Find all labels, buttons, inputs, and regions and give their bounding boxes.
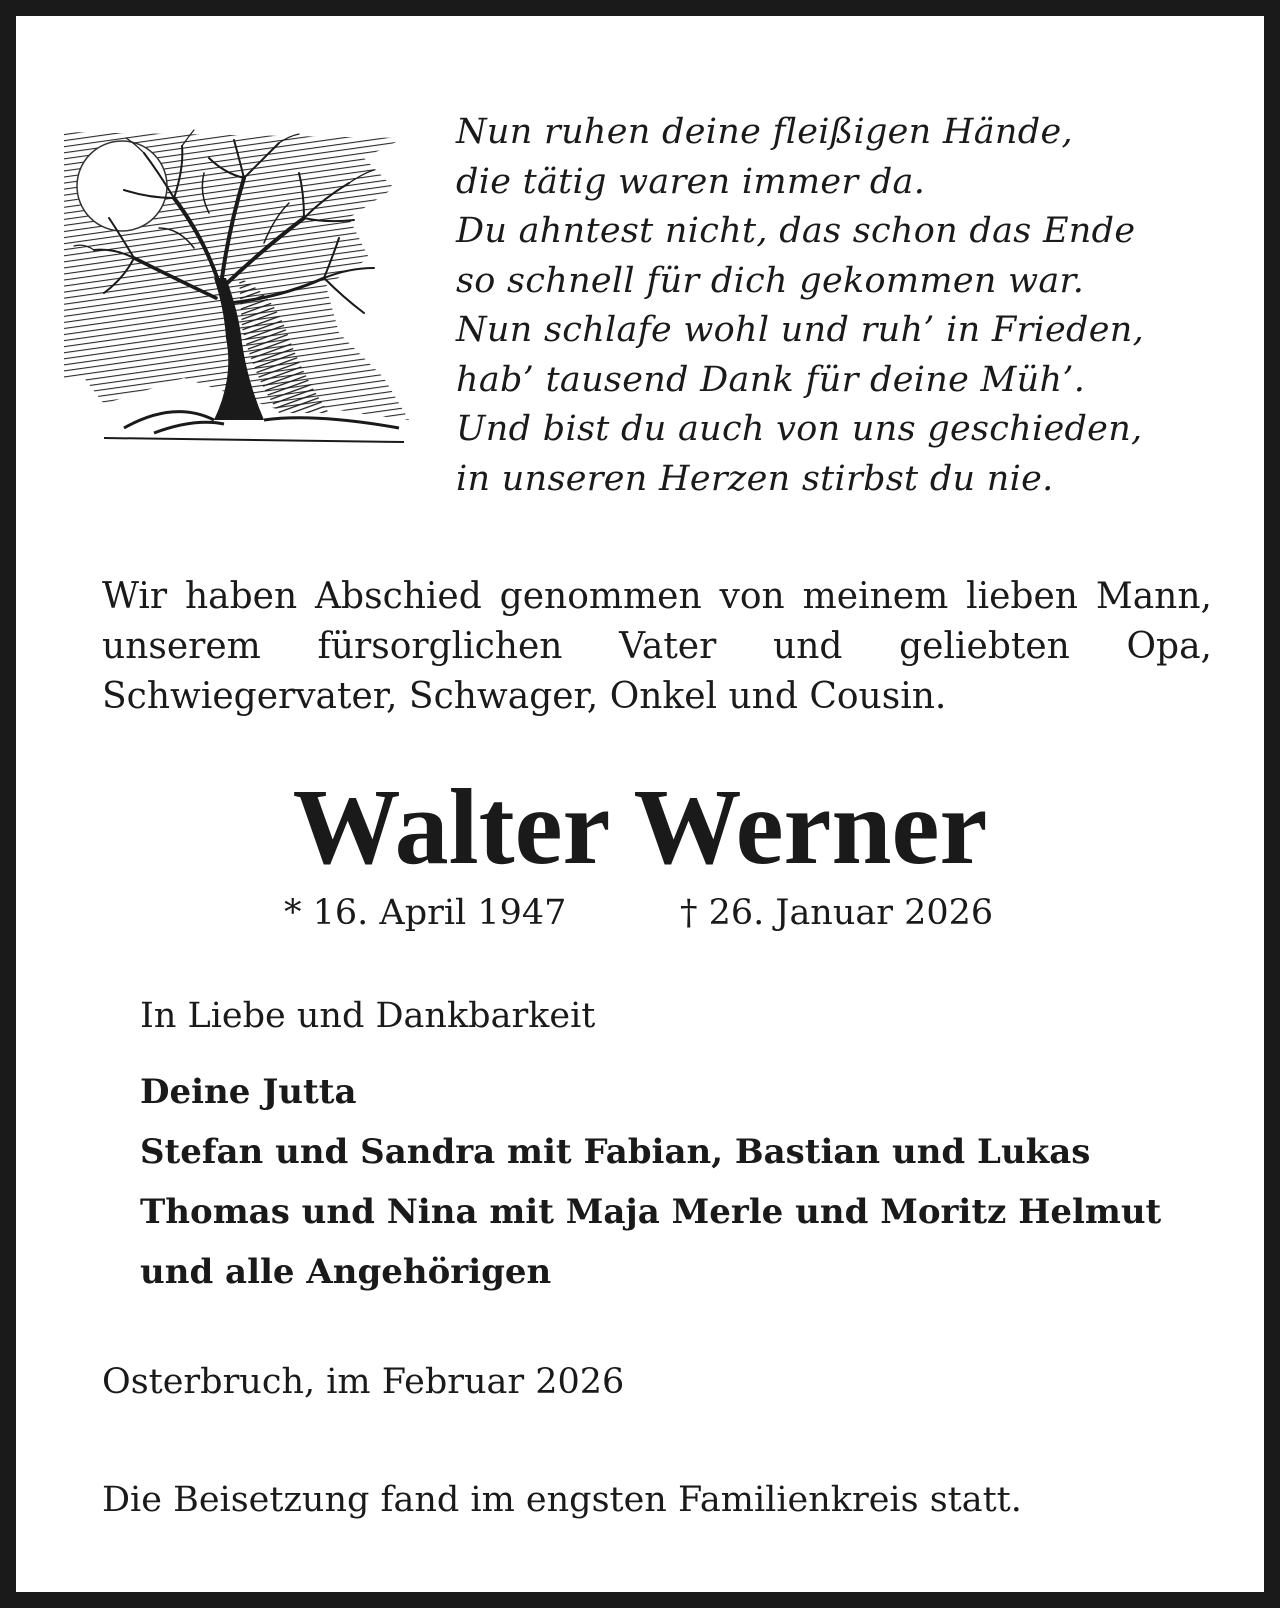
intro-text: Wir haben Abschied genommen von meinem lieben Mann, unserem fürsorglichen Vater und geliebten Opa, Schwiegervater, Schwager, Onkel und Cousin. (102, 576, 1212, 717)
poem-line: Nun schlafe wohl und ruh’ in Frieden, (456, 310, 1145, 350)
poem-line: hab’ tausend Dank für deine Müh’. (456, 359, 1086, 400)
poem-line: Nun ruhen deine fleißigen Hände, (456, 112, 1073, 152)
closing-phrase: In Liebe und Dankbarkeit (140, 996, 596, 1036)
deceased-name: Walter Werner (292, 768, 988, 887)
burial-note: Die Beisetzung fand im engsten Familienkreis statt. (102, 1480, 1022, 1520)
mourner-line: und alle Angehörigen (140, 1252, 552, 1292)
mourner-line: Stefan und Sandra mit Fabian, Bastian und Lukas (140, 1132, 1091, 1172)
life-dates (284, 888, 1044, 938)
poem (456, 108, 1236, 504)
mourners-list (140, 1062, 1250, 1302)
poem-line: Du ahntest nicht, das schon das Ende (456, 211, 1136, 251)
poem-line: Und bist du auch von uns geschieden, (456, 409, 1143, 449)
death-date: † 26. Januar 2026 (680, 893, 994, 933)
place-and-date: Osterbruch, im Februar 2026 (102, 1362, 625, 1402)
poem-line: die tätig waren immer da. (456, 161, 926, 202)
birth-date: * 16. April 1947 (284, 893, 567, 933)
mourner-line: Deine Jutta (140, 1072, 357, 1112)
poem-line: so schnell für dich gekommen war. (456, 260, 1085, 301)
poem-line: in unseren Herzen stirbst du nie. (456, 458, 1054, 499)
mourner-line: Thomas und Nina mit Maja Merle und Moritz Helmut (140, 1192, 1162, 1232)
tree-moon-illustration-icon (64, 128, 414, 448)
